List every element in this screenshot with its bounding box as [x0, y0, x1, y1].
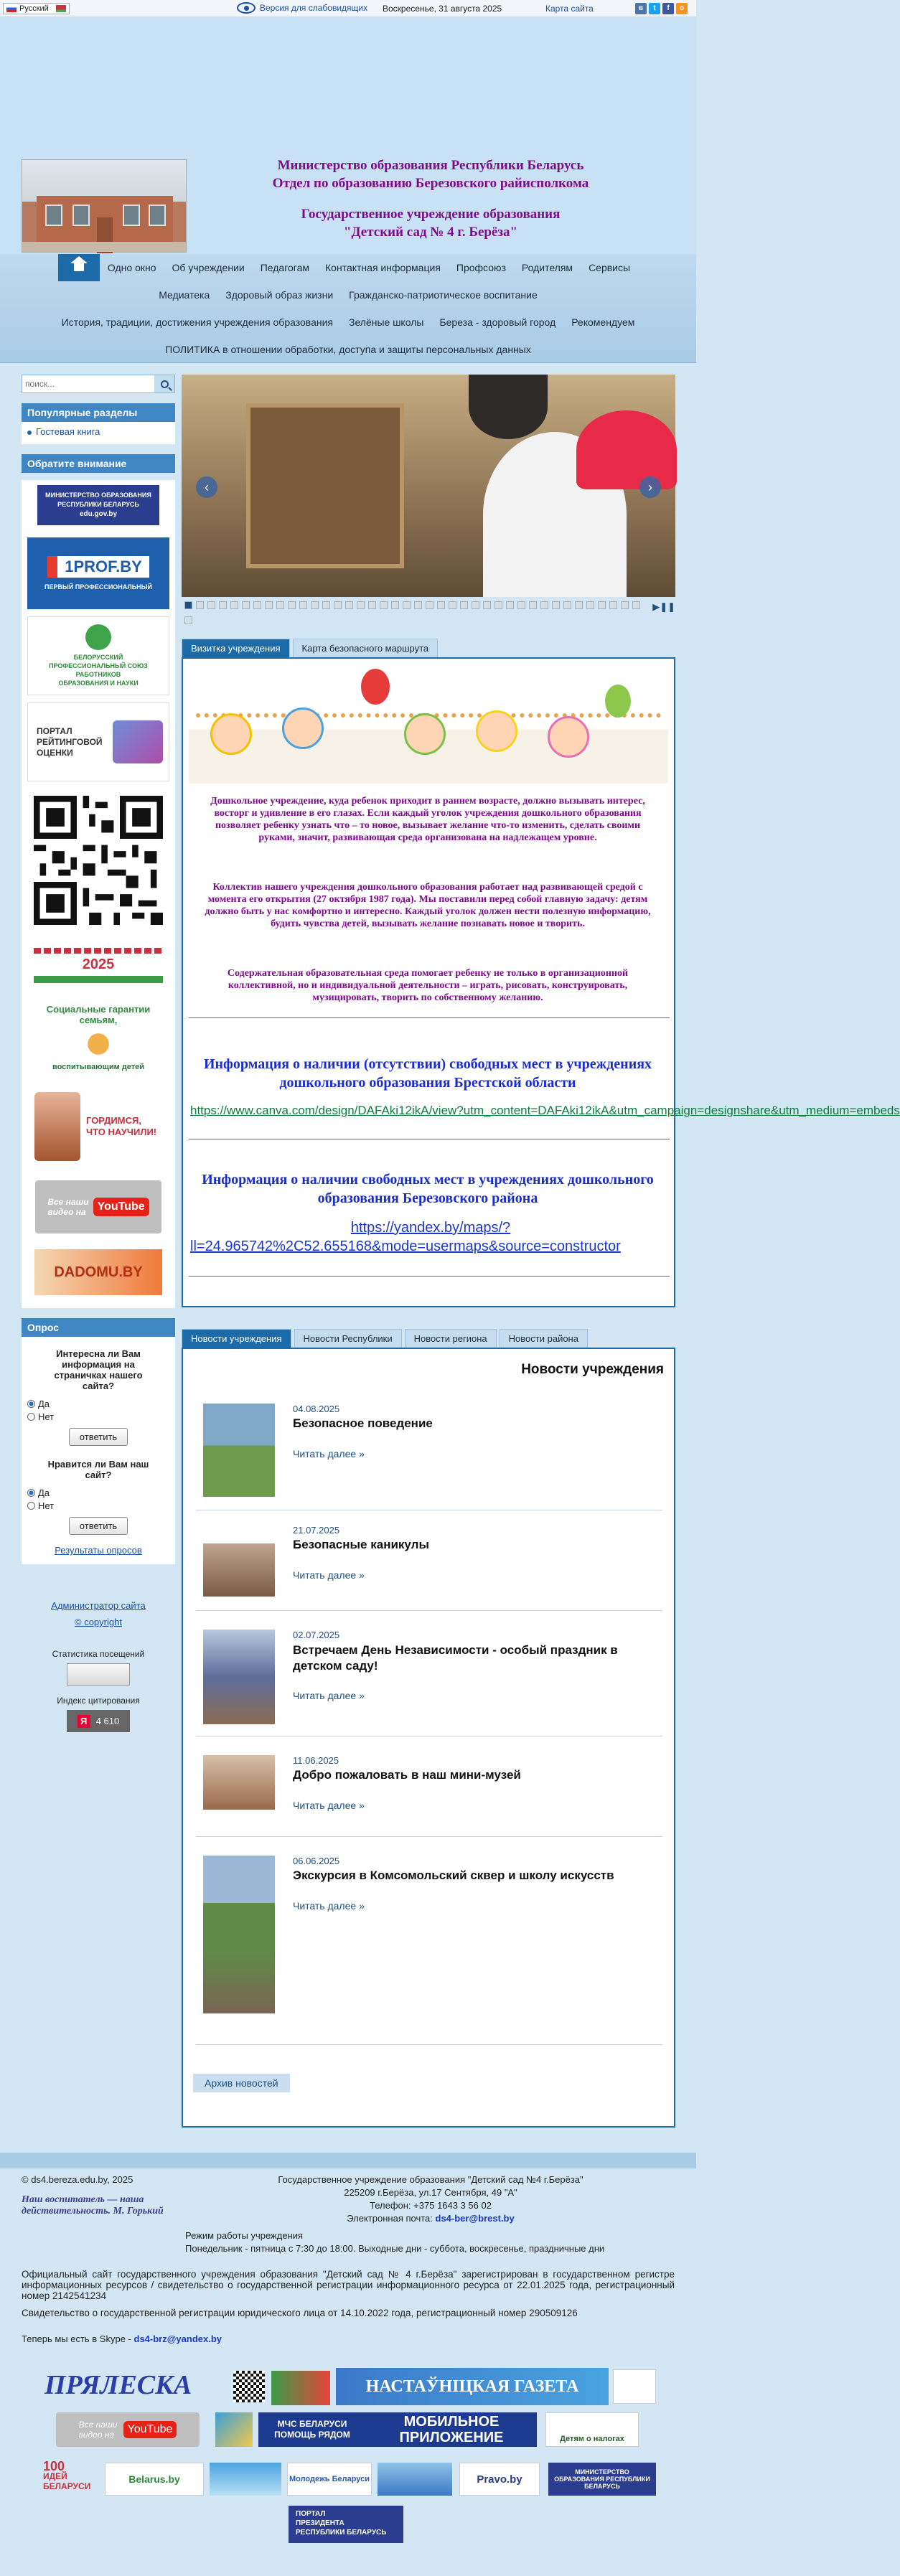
eye-icon	[237, 2, 256, 14]
footer-qr-code[interactable]	[233, 2371, 265, 2402]
children-banner-image	[189, 663, 668, 784]
news-date: 06.06.2025	[293, 1856, 340, 1866]
vk-icon[interactable]: в	[635, 3, 647, 14]
slider-dot[interactable]	[494, 601, 502, 609]
tab-news-institution[interactable]: Новости учреждения	[182, 1329, 291, 1348]
bereza-link-line1: https://yandex.by/maps/?	[350, 1220, 511, 1236]
info-tabs	[182, 639, 675, 657]
attention-header: Обратите внимание	[22, 454, 175, 473]
news-date: 04.08.2025	[293, 1404, 340, 1414]
poll-header: Опрос	[22, 1318, 175, 1337]
footer-children-banner[interactable]	[378, 2463, 452, 2496]
header-org-type: Государственное учреждение образования	[301, 207, 561, 222]
year-2025-label: 2025	[82, 956, 115, 972]
slider-dot[interactable]	[575, 601, 583, 609]
ministry-banner-line1: МИНИСТЕРСТВО ОБРАЗОВАНИЯ	[45, 492, 151, 499]
mchs-banner-line2: ПОМОЩЬ РЯДОМ	[274, 2430, 350, 2440]
guestbook-label: Гостевая книга	[36, 426, 100, 437]
news-title-link[interactable]: Встречаем День Независимости - особый праздник в детском саду!	[293, 1643, 618, 1673]
footer-email-line	[179, 2213, 682, 2224]
yandex-citation-counter[interactable]	[67, 1710, 130, 1732]
slider-dot[interactable]	[230, 601, 238, 609]
search-button[interactable]	[154, 375, 174, 392]
belarus-by-banner[interactable]: Belarus.by	[105, 2463, 204, 2496]
slider-dot[interactable]	[403, 601, 411, 609]
poll2-vote-button[interactable]: ответить	[69, 1517, 128, 1535]
dadomu-banner[interactable]	[27, 1245, 169, 1299]
slider-dot[interactable]	[219, 601, 227, 609]
footer-youtube-line2: видео на	[78, 2430, 115, 2440]
rating-portal-line1: ПОРТАЛ	[37, 725, 72, 736]
news-read-more-link[interactable]: Читать далее »	[293, 1448, 365, 1459]
footer-email-label: Электронная почта:	[347, 2213, 433, 2224]
union-banner-line3: РАБОТНИКОВ	[75, 671, 121, 678]
ministry-banner-line2: РЕСПУБЛИКИ БЕЛАРУСЬ	[57, 501, 139, 508]
slider-next-button[interactable]: ›	[639, 476, 661, 498]
poll	[22, 1337, 175, 1564]
nav-one-window[interactable]: Одно окно	[107, 262, 156, 273]
proud-banner-photo	[34, 1092, 80, 1161]
belarus-flag-icon[interactable]	[56, 5, 66, 12]
rating-portal-banner[interactable]	[27, 702, 169, 781]
slider-dot[interactable]	[368, 601, 376, 609]
slider-dot[interactable]	[184, 616, 192, 624]
slider-dot[interactable]	[529, 601, 537, 609]
news-title-link[interactable]: Добро пожаловать в наш мини-музей	[293, 1768, 521, 1782]
nav-union[interactable]: Профсоюз	[456, 262, 506, 273]
slider-dot[interactable]	[380, 601, 388, 609]
mobile-app-line2: ПРИЛОЖЕНИЕ	[399, 2430, 504, 2445]
poll2-option-yes[interactable]	[27, 1487, 169, 1498]
bereza-link-line2: ll=24.965742%2C52.655168&mode=usermaps&source=constructor	[190, 1238, 621, 1254]
union-banner-line1: БЕЛОРУССКИЙ	[73, 654, 123, 661]
poll1-option-yes[interactable]	[27, 1399, 169, 1409]
slider-dot[interactable]	[426, 601, 433, 609]
footer-event-banner[interactable]	[271, 2371, 330, 2405]
poll1-option-no[interactable]	[27, 1411, 169, 1422]
praleska-banner[interactable]: ПРЯЛЕСКА	[44, 2370, 192, 2400]
news-title-link[interactable]: Безопасное поведение	[293, 1416, 433, 1430]
poll1-yes-label: Да	[38, 1399, 50, 1409]
social-guarantees-line1: Социальные гарантии семьям,	[46, 1004, 151, 1025]
radio-selected-icon	[27, 1400, 35, 1408]
slider-dot[interactable]	[184, 601, 192, 609]
radio-selected-icon	[27, 1489, 35, 1497]
intro-paragraph-2: Коллектив нашего учреждения дошкольного образования работает над развивающей средой с момента его открытия (27 октября 1987 года). Мы поставили перед собой главную задачу: детям должно быть у нас комфортно и интересно. Каждый уголок должен нести полезную информацию, будить чувства детей, вызывать желание познавать новое и творить.	[205, 882, 651, 929]
youtube-banner-line1: Все наши	[47, 1197, 89, 1207]
twitter-icon[interactable]: t	[649, 3, 660, 14]
search-input[interactable]	[22, 375, 151, 392]
slider-dot[interactable]	[609, 601, 617, 609]
stats-counter[interactable]	[67, 1663, 130, 1686]
sitemap-link[interactable]: Карта сайта	[545, 4, 594, 14]
footer-akt-banner[interactable]	[215, 2412, 253, 2447]
slider-dot[interactable]	[207, 601, 215, 609]
slider-dot[interactable]	[552, 601, 560, 609]
news-read-more-link[interactable]: Читать далее »	[293, 1569, 365, 1581]
nav-services[interactable]: Сервисы	[589, 262, 631, 273]
nav-privacy-policy[interactable]: ПОЛИТИКА в отношении обработки, доступа и защиты персональных данных	[165, 344, 531, 355]
slider-dot[interactable]	[334, 601, 342, 609]
main-content	[182, 375, 900, 2128]
news-read-more-link[interactable]: Читать далее »	[293, 1800, 365, 1811]
news-section-title: Новости учреждения	[521, 1362, 664, 1377]
news-panel	[182, 1348, 675, 2128]
nav-patriotic[interactable]: Гражданско-патриотическое воспитание	[349, 289, 538, 301]
tab-news-republic[interactable]: Новости Республики	[294, 1329, 402, 1348]
footer-official-registration: Официальный сайт государственного учреждения образования "Детский сад № 4 г.Берёза" зарегистрирован в государственном регистре информационных ресурсов / свидетельство о государственной регистрации информационного ресурса от 22.01.2025 года, регистрационный номер 2142541234	[22, 2269, 675, 2301]
tab-news-region[interactable]: Новости региона	[405, 1329, 497, 1348]
intro-paragraph-1: Дошкольное учреждение, куда ребенок приходит в раннем возрасте, должно вызывать интерес, восторг и удивление в его глазах. Если каждый уголок учреждения дошкольного образования позволяет ребенку узнать что – то новое, вызывает желание что-то изменить, сделать своими руками, значит, развивающая среда организована на надлежащем уровне.	[210, 796, 645, 843]
news-thumbnail[interactable]	[203, 1404, 275, 1497]
president-portal-line3: РЕСПУБЛИКИ БЕЛАРУСЬ	[296, 2529, 387, 2537]
slider-dot[interactable]	[414, 601, 422, 609]
1prof-banner[interactable]	[27, 537, 169, 609]
language-label: Русский	[19, 4, 49, 13]
news-title-link[interactable]: Безопасные каникулы	[293, 1538, 429, 1551]
citation-index-label: Индекс цитирования	[57, 1696, 140, 1706]
info-free-places-bereza-link[interactable]	[190, 1218, 671, 1256]
slider-dot[interactable]	[265, 601, 273, 609]
ministry-banner[interactable]	[27, 480, 169, 530]
footer-ministry-banner[interactable]: МИНИСТЕРСТВО ОБРАЗОВАНИЯ РЕСПУБЛИКИ БЕЛАРУСЬ	[548, 2463, 656, 2496]
slider-dot[interactable]	[621, 601, 629, 609]
sidebar	[22, 375, 175, 1736]
news-item	[196, 1611, 662, 1736]
radio-icon	[27, 1502, 35, 1510]
search-icon	[161, 380, 169, 388]
100-ideas-line2: ИДЕЙ	[43, 2471, 67, 2481]
vision-version-label: Версия для слабовидящих	[260, 3, 368, 13]
president-portal-banner[interactable]	[289, 2506, 403, 2543]
slider-dot[interactable]	[311, 601, 319, 609]
100-ideas-banner[interactable]	[43, 2461, 99, 2497]
news-archive-button[interactable]: Архив новостей	[193, 2074, 290, 2092]
vision-version-link[interactable]	[237, 2, 367, 14]
footer-hours-label: Режим работы учреждения	[185, 2230, 304, 2241]
news-date: 21.07.2025	[293, 1525, 340, 1536]
100-ideas-line3: БЕЛАРУСИ	[43, 2481, 91, 2491]
poll-question-2: Нравится ли Вам наш сайт?	[47, 1459, 149, 1480]
mchs-banner[interactable]	[258, 2412, 537, 2447]
search-box	[22, 375, 175, 393]
poll1-vote-button[interactable]: ответить	[69, 1428, 128, 1446]
rating-portal-line3: ОЦЕНКИ	[37, 747, 73, 758]
tab-safe-route-map[interactable]: Карта безопасного маршрута	[293, 639, 439, 657]
social-links	[635, 3, 688, 14]
news-date: 11.06.2025	[293, 1755, 339, 1766]
citation-index-value: 4 610	[95, 1716, 120, 1726]
language-select[interactable]	[3, 3, 70, 14]
poll2-yes-label: Да	[38, 1487, 50, 1498]
teachers-newspaper-banner[interactable]: НАСТАЎНІЦКАЯ ГАЗЕТА	[336, 2368, 609, 2405]
info-free-places-bereza-title: Информация о наличии свободных мест в учреждениях дошкольного образования Березовского района	[202, 1172, 654, 1206]
union-banner-line2: ПРОФЕССИОНАЛЬНЫЙ СОЮЗ	[49, 662, 148, 669]
footer-address: 225209 г.Берёза, ул.17 Сентября, 49 "А"	[344, 2187, 517, 2198]
ministry-banner-line3: edu.gov.by	[79, 510, 118, 518]
slider-dot[interactable]	[253, 601, 261, 609]
footer-legal-certificate: Свидетельство о государственной регистрации юридического лица от 14.10.2022 года, регистрационный номер 290509126	[22, 2308, 578, 2318]
union-banner-line4: ОБРАЗОВАНИЯ И НАУКИ	[58, 680, 139, 687]
tab-news-district[interactable]: Новости района	[500, 1329, 588, 1348]
site-footer	[0, 2153, 696, 2576]
slider-dot[interactable]	[299, 601, 307, 609]
youth-banner[interactable]: Молодежь Беларуси	[287, 2463, 372, 2496]
bullet-icon	[27, 431, 32, 435]
slider-dot[interactable]	[357, 601, 365, 609]
news-tabs	[182, 1329, 675, 1348]
taxes-banner[interactable]: Детям о налогах	[545, 2412, 639, 2447]
qr-code[interactable]	[27, 789, 169, 932]
news-item	[196, 1392, 662, 1510]
pravo-by-banner[interactable]: Pravo.by	[459, 2463, 540, 2496]
footer-youtube-line1: Все наши	[78, 2420, 118, 2430]
news-thumbnail[interactable]	[203, 1856, 275, 2013]
odnoklassniki-icon[interactable]: о	[676, 3, 688, 14]
slider-play-pause-icon[interactable]: ▶❚❚	[652, 601, 675, 612]
poll-results-link[interactable]: Результаты опросов	[55, 1545, 142, 1556]
qr-code-image	[34, 796, 163, 925]
rating-portal-image	[113, 720, 163, 763]
slider-dot[interactable]	[345, 601, 353, 609]
main-navigation	[0, 254, 696, 363]
proud-banner-line2: ЧТО НАУЧИЛИ!	[86, 1127, 157, 1137]
facebook-icon[interactable]: f	[662, 3, 674, 14]
russia-flag-icon	[6, 5, 17, 12]
footer-skype-link[interactable]: ds4-brz@yandex.by	[133, 2333, 222, 2344]
footer-hours: Понедельник - пятница с 7:30 до 18:00. Выходные дни - суббота, воскресенье, праздничные дни	[185, 2243, 605, 2254]
popular-sections-list	[22, 422, 175, 444]
president-portal-line2: ПРЕЗИДЕНТА	[296, 2519, 344, 2527]
news-item	[196, 1510, 662, 1611]
stats-label: Статистика посещений	[52, 1649, 145, 1659]
copyright-link[interactable]: © copyright	[75, 1617, 122, 1627]
home-button[interactable]	[58, 254, 100, 281]
slider-dot[interactable]	[288, 601, 296, 609]
business-card-panel	[182, 657, 900, 1307]
footer-skype-line	[22, 2333, 222, 2344]
footer-youtube-logo: YouTube	[123, 2421, 177, 2438]
poll2-no-label: Нет	[38, 1500, 55, 1511]
slider-dot[interactable]	[632, 601, 640, 609]
footer-blue-banner[interactable]	[210, 2463, 281, 2496]
current-date: Воскресенье, 31 августа 2025	[383, 4, 502, 14]
proud-banner[interactable]	[27, 1084, 169, 1169]
nav-recommend[interactable]: Рекомендуем	[571, 316, 635, 328]
nav-media[interactable]: Медиатека	[159, 289, 210, 301]
footer-skype-label: Теперь мы есть в Skype -	[22, 2333, 131, 2344]
proud-banner-line1: ГОРДИМСЯ,	[86, 1115, 141, 1126]
slider-dot[interactable]	[460, 601, 468, 609]
poll1-no-label: Нет	[38, 1411, 55, 1422]
100-ideas-line1: 100	[43, 2459, 65, 2473]
1prof-banner-subtitle: ПЕРВЫЙ ПРОФЕССИОНАЛЬНЫЙ	[44, 583, 152, 591]
1prof-banner-title: 1PROF.BY	[47, 556, 149, 578]
slider-dot[interactable]	[586, 601, 594, 609]
poll2-option-no[interactable]	[27, 1500, 169, 1511]
youtube-banner-line2: видео на	[47, 1207, 86, 1217]
slider-dot[interactable]	[540, 601, 548, 609]
info-free-places-brest-title: Информация о наличии (отсутствии) свободных мест в учреждениях дошкольного образования Брестской области	[203, 1056, 652, 1091]
footer-youtube-banner[interactable]	[56, 2412, 200, 2447]
popular-sections-header: Популярные разделы	[22, 403, 175, 422]
union-banner[interactable]	[27, 616, 169, 695]
news-thumbnail[interactable]	[203, 1543, 275, 1597]
news-read-more-link[interactable]: Читать далее »	[293, 1690, 365, 1701]
guestbook-link[interactable]	[27, 426, 100, 437]
news-thumbnail[interactable]	[203, 1630, 275, 1724]
social-guarantees-banner[interactable]	[27, 998, 169, 1077]
header-org-name: "Детский сад № 4 г. Берёза"	[343, 225, 518, 240]
slider-dot[interactable]	[449, 601, 456, 609]
top-bar	[0, 0, 696, 17]
footer-phone: Телефон: +375 1643 3 56 02	[370, 2200, 492, 2211]
footer-org-name: Государственное учреждение образования "Детский сад №4 г.Берёза"	[278, 2174, 583, 2185]
info-free-places-brest-link[interactable]: https://www.canva.com/design/DAFAki12ikA/view?utm_content=DAFAki12ikA&utm_campaign=designshare&utm_medium=embeds	[190, 1104, 900, 1117]
header-department: Отдел по образованию Березовского райисполкома	[272, 176, 589, 191]
photo-slider	[182, 375, 675, 597]
nav-history[interactable]: История, традиции, достижения учреждения образования	[61, 316, 333, 328]
home-icon	[72, 262, 86, 273]
social-guarantees-line2: воспитывающим детей	[52, 1063, 145, 1071]
footer-quote: Наш воспитатель — наша действительность. М. Горький	[22, 2194, 164, 2217]
slider-pagination	[182, 601, 675, 624]
nav-parents[interactable]: Родителям	[521, 262, 573, 273]
mobile-app-line1: МОБИЛЬНОЕ	[403, 2414, 500, 2430]
slider-dot[interactable]	[242, 601, 250, 609]
news-thumbnail[interactable]	[203, 1755, 275, 1810]
youtube-logo: YouTube	[93, 1198, 149, 1216]
news-read-more-link[interactable]: Читать далее »	[293, 1900, 365, 1912]
news-item	[196, 1736, 662, 1837]
slider-dot[interactable]	[437, 601, 445, 609]
slider-dot[interactable]	[517, 601, 525, 609]
yandex-icon: Я	[78, 1715, 90, 1728]
slider-dot[interactable]	[506, 601, 514, 609]
news-title-link[interactable]: Экскурсия в Комсомольский сквер и школу искусств	[293, 1868, 614, 1882]
radio-icon	[27, 1413, 35, 1421]
nav-healthy-lifestyle[interactable]: Здоровый образ жизни	[225, 289, 334, 301]
youtube-banner[interactable]	[27, 1176, 169, 1238]
rating-portal-line2: РЕЙТИНГОВОЙ	[37, 736, 103, 747]
poll-question-1: Интересна ли Вам информация на страничках нашего сайта?	[54, 1348, 143, 1391]
news-date: 02.07.2025	[293, 1630, 340, 1640]
slider-dot[interactable]	[196, 601, 204, 609]
slider-dot[interactable]	[483, 601, 491, 609]
dadomu-label: DADOMU.BY	[34, 1249, 162, 1295]
slider-dot[interactable]	[276, 601, 284, 609]
slider-dot[interactable]	[391, 601, 399, 609]
nav-contacts[interactable]: Контактная информация	[325, 262, 441, 273]
admin-link[interactable]: Администратор сайта	[51, 1600, 146, 1611]
slider-dot[interactable]	[322, 601, 330, 609]
nav-about[interactable]: Об учреждении	[172, 262, 245, 273]
insect-hotel-photo	[246, 403, 404, 568]
president-portal-line1: ПОРТАЛ	[296, 2510, 326, 2518]
slider-dot[interactable]	[598, 601, 606, 609]
tab-business-card[interactable]: Визитка учреждения	[182, 639, 290, 657]
slider-prev-button[interactable]: ‹	[196, 476, 217, 498]
footer-email-link[interactable]: ds4-ber@brest.by	[435, 2213, 515, 2224]
kindergarten-building-photo	[22, 159, 187, 253]
news-item	[196, 1837, 662, 2045]
attention-banners	[22, 480, 175, 1308]
footer-emblem-banner[interactable]	[613, 2369, 656, 2404]
intro-paragraph-3: Содержательная образовательная среда помогает ребенку не только в организационной коллективной, но и индивидуальной деятельности – играть, рисовать, конструировать, музицировать, творить по собственному желанию.	[227, 968, 629, 1003]
nav-green-schools[interactable]: Зелёные школы	[349, 316, 424, 328]
site-header	[0, 17, 696, 254]
header-ministry: Министерство образования Республики Беларусь	[277, 158, 584, 173]
nav-teachers[interactable]: Педагогам	[260, 262, 310, 273]
slider-dot[interactable]	[472, 601, 479, 609]
family-icon	[77, 1030, 120, 1058]
footer-site-copyright: © ds4.bereza.edu.by, 2025	[22, 2174, 133, 2185]
year-2025-banner[interactable]	[27, 939, 169, 991]
mchs-banner-line1: МЧС БЕЛАРУСИ	[277, 2419, 347, 2429]
union-logo-icon	[85, 624, 111, 650]
nav-healthy-city[interactable]: Береза - здоровый город	[439, 316, 556, 328]
slider-dot[interactable]	[563, 601, 571, 609]
